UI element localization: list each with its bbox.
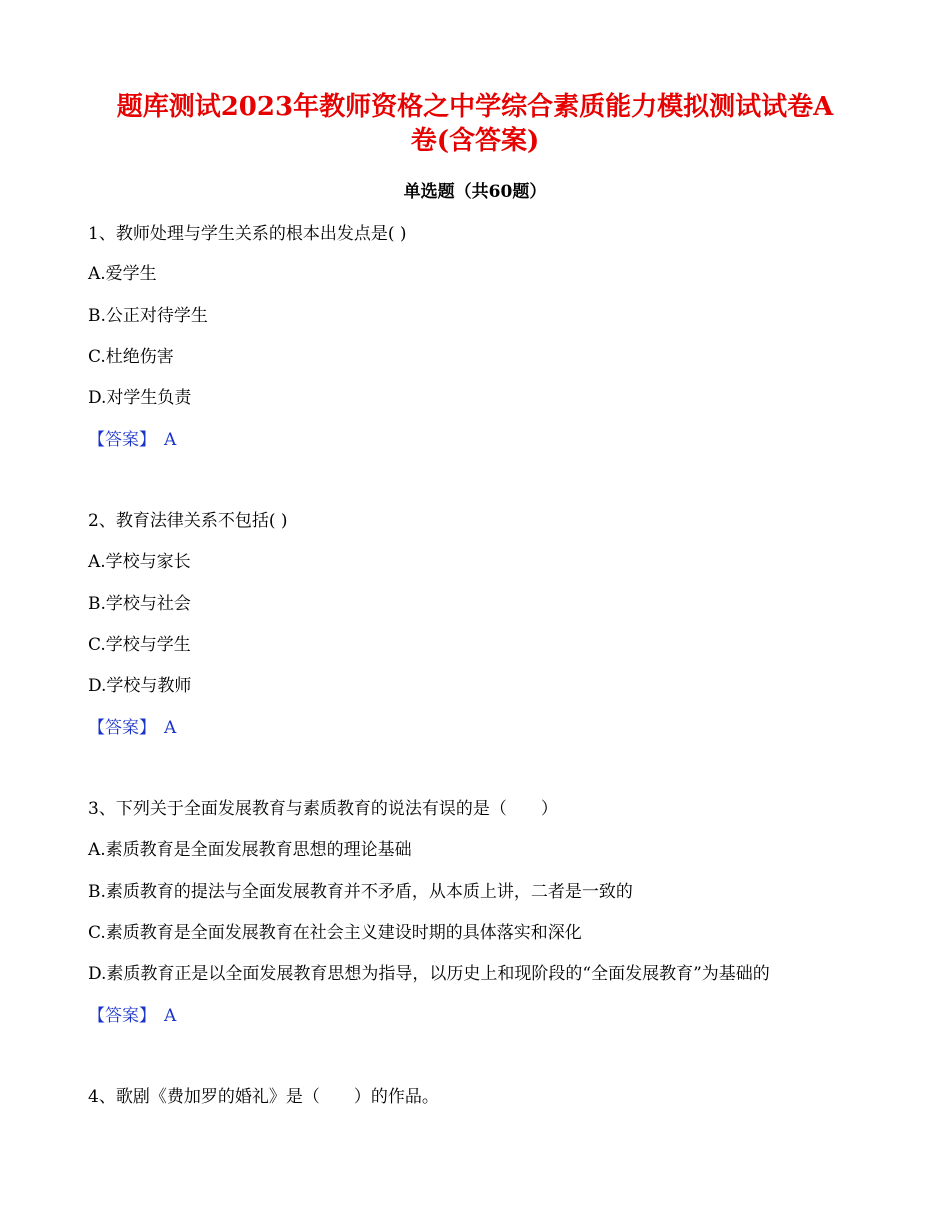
section-heading: 单选题（共60题） [403,182,547,202]
question-2-option-b: B.学校与社会 [88,594,191,614]
question-1-option-c: C.杜绝伤害 [88,347,174,367]
answer-label: 【答案】 [88,430,156,450]
question-3-answer [88,1005,176,1027]
answer-label: 【答案】 [88,1006,156,1026]
question-3-option-d: D.素质教育正是以全面发展教育思想为指导，以历史上和现阶段的“全面发展教育”为基础的 [88,964,770,984]
question-1-stem: 1、教师处理与学生关系的根本出发点是( ) [88,224,407,244]
question-2-option-d: D.学校与教师 [88,676,192,696]
question-4-stem: 4、歌剧《费加罗的婚礼》是（ ）的作品。 [88,1087,439,1107]
question-2-stem: 2、教育法律关系不包括( ) [88,511,288,531]
question-3-option-a: A.素质教育是全面发展教育思想的理论基础 [88,840,412,860]
question-1-option-d: D.对学生负责 [88,388,192,408]
question-2-option-c: C.学校与学生 [88,635,191,655]
answer-value: A [164,430,177,450]
question-3-stem: 3、下列关于全面发展教育与素质教育的说法有误的是（ ） [88,799,558,819]
question-2-option-a: A.学校与家长 [88,552,191,572]
question-1-answer [88,429,176,451]
answer-label: 【答案】 [88,718,156,738]
question-3-option-c: C.素质教育是全面发展教育在社会主义建设时期的具体落实和深化 [88,923,582,943]
question-2-answer [88,717,176,739]
document-title-line-1: 题库测试2023年教师资格之中学综合素质能力模拟测试试卷A [116,92,834,122]
question-3-option-b: B.素质教育的提法与全面发展教育并不矛盾，从本质上讲，二者是一致的 [88,882,633,902]
answer-value: A [164,718,177,738]
question-1-option-b: B.公正对待学生 [88,306,208,326]
question-1-option-a: A.爱学生 [88,264,157,284]
document-title-line-2: 卷(含答案) [410,126,540,156]
answer-value: A [164,1006,177,1026]
